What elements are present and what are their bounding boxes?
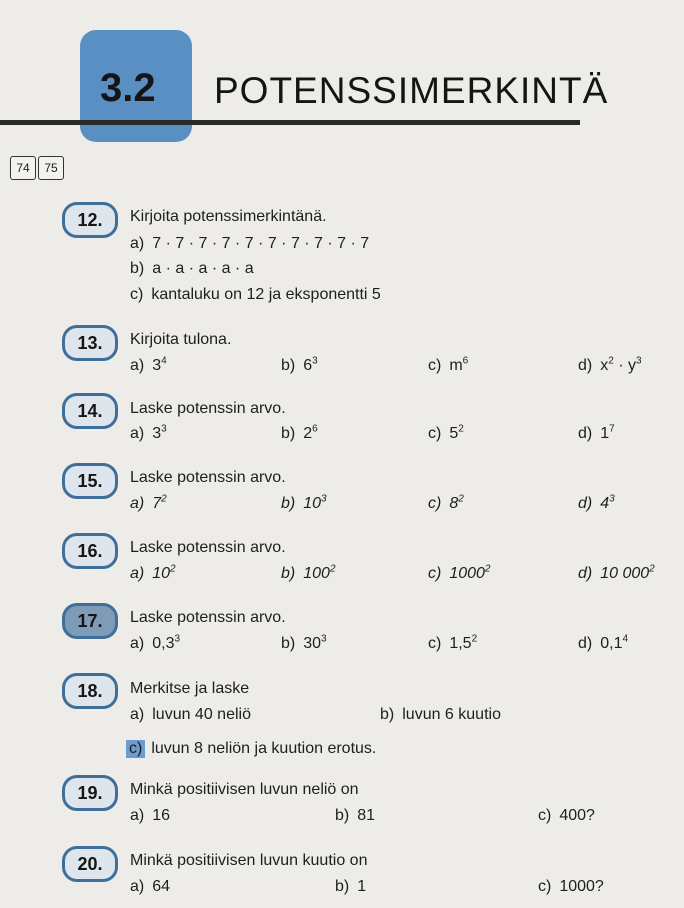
power-exponent: 7 [609,423,615,435]
power-base: 0,3 [152,635,175,652]
exercise-13-b [281,357,318,375]
page-reference-tabs [10,156,66,180]
power-base: 3 [152,357,162,374]
power-base: 3 [152,425,162,442]
item-text: luvun 6 kuutio [402,706,501,723]
exercise-14-b [281,425,318,443]
power-base: 30 [303,635,322,652]
exercise-15-number: 15. [62,463,118,499]
item-label: a) [130,495,145,512]
page-ref-tab: 75 [38,156,64,180]
power-exponent: 3 [161,423,167,435]
exercise-16-number: 16. [62,533,118,569]
power-exponent: 2 [471,633,478,645]
power-base: 1 [600,425,610,442]
item-label: b) [281,357,296,374]
power-exponent: 4 [161,355,167,367]
item-text: luvun 40 neliö [152,706,251,723]
exercise-13-a [130,357,167,375]
power-exponent: 3 [312,355,318,367]
exercise-12-prompt: Kirjoita potenssimerkintänä. [130,208,327,225]
power-base: 8 [449,495,459,512]
power-base: 5 [449,425,459,442]
item-label: b) [281,495,296,512]
item-label: a) [130,878,145,895]
exercise-16-a [130,565,176,583]
item-label: a) [130,807,145,824]
item-text: 1000? [559,878,604,895]
item-label: d) [578,357,593,374]
item-label: a) [130,635,145,652]
exercise-13-d [578,357,642,375]
item-label: a) [130,235,145,252]
item-text: a · a · a · a · a [152,260,254,277]
exercise-13-number: 13. [62,325,118,361]
multiply-dot: · [613,357,629,374]
item-text: 1 [357,878,367,895]
power-base: x [600,357,609,374]
exercise-16-d [578,565,655,583]
item-label: c) [428,495,442,512]
exercise-12-a [130,235,369,253]
exercise-17-prompt: Laske potenssin arvo. [130,609,286,626]
power-exponent: 2 [161,493,167,505]
item-label: a) [130,706,145,723]
power-exponent: 3 [174,633,181,645]
exercise-14-a [130,425,167,443]
item-label: a) [130,565,145,582]
exercise-13-c [428,357,468,375]
exercise-18-a [130,706,251,724]
power-exponent: 2 [458,493,464,505]
item-label: c) [130,286,144,303]
section-number: 3.2 [100,66,156,110]
item-label: c) [428,357,442,374]
item-label: c) [538,878,552,895]
power-base: 2 [303,425,313,442]
item-text: 400? [559,807,595,824]
section-title: POTENSSIMERKINTÄ [214,70,609,111]
exercise-12-number: 12. [62,202,118,238]
power-base: 100 [303,565,330,582]
item-label: b) [281,565,296,582]
exercise-20-c [538,878,604,896]
power-base: 1,5 [449,635,472,652]
item-label: d) [578,565,593,582]
exercise-14-prompt: Laske potenssin arvo. [130,400,286,417]
exercise-19-b [335,807,375,825]
exercise-20-b [335,878,366,896]
item-text: 7 · 7 · 7 · 7 · 7 · 7 · 7 · 7 · 7 · 7 [152,235,370,252]
power-base: 6 [303,357,313,374]
exercise-17-a [130,635,180,653]
item-text: 64 [152,878,171,895]
exercise-19-number: 19. [62,775,118,811]
exercise-17-number: 17. [62,603,118,639]
item-label: a) [130,357,145,374]
power-exponent: 4 [622,633,629,645]
item-label: c) [428,425,442,442]
item-text: kantaluku on 12 ja eksponentti 5 [151,286,381,303]
power-exponent: 2 [608,355,614,367]
item-label: b) [335,878,350,895]
power-exponent: 2 [458,423,464,435]
exercise-18-c [126,740,376,758]
power-base: 10 000 [600,565,650,582]
exercise-14-d [578,425,615,443]
power-base: m [449,357,463,374]
power-exponent: 2 [484,563,491,575]
exercise-16-b [281,565,336,583]
item-label: b) [281,635,296,652]
exercise-17-d [578,635,628,653]
power-exponent: 2 [649,563,655,575]
power-exponent: 3 [321,493,327,505]
exercise-12-c [130,286,381,304]
exercise-15-prompt: Laske potenssin arvo. [130,469,286,486]
exercise-14-number: 14. [62,393,118,429]
item-text: 16 [152,807,171,824]
item-label: b) [380,706,395,723]
exercise-14-c [428,425,464,443]
highlighted-item-label: c) [126,740,145,758]
item-text: 81 [357,807,376,824]
exercise-16-c [428,565,490,583]
exercise-19-c [538,807,595,825]
item-label: b) [281,425,296,442]
page-ref-tab: 74 [10,156,36,180]
item-label: d) [578,495,593,512]
exercise-18-number: 18. [62,673,118,709]
power-exponent: 2 [170,563,176,575]
title-underline [0,120,580,125]
power-base: 10 [152,565,171,582]
exercise-20-a [130,878,170,896]
item-label: d) [578,425,593,442]
power-exponent: 2 [329,563,336,575]
exercise-15-b [281,495,327,513]
item-text: luvun 8 neliön ja kuution erotus. [151,740,377,757]
exercise-15-c [428,495,464,513]
exercise-20-number: 20. [62,846,118,882]
power-exponent: 3 [636,355,642,367]
power-base: y [628,357,637,374]
exercise-15-a [130,495,167,513]
exercise-18-prompt: Merkitse ja laske [130,680,250,697]
exercise-13-prompt: Kirjoita tulona. [130,331,232,348]
exercise-16-prompt: Laske potenssin arvo. [130,539,286,556]
exercise-19-a [130,807,170,825]
power-base: 10 [303,495,322,512]
exercise-19-prompt: Minkä positiivisen luvun neliö on [130,781,359,798]
exercise-17-c [428,635,477,653]
item-label: b) [130,260,145,277]
exercise-18-b [380,706,501,724]
exercise-12-b [130,260,254,278]
item-label: c) [428,635,442,652]
exercise-17-b [281,635,327,653]
power-exponent: 6 [462,355,469,367]
item-label: c) [428,565,442,582]
item-label: c) [538,807,552,824]
power-exponent: 3 [321,633,327,645]
power-base: 4 [600,495,610,512]
item-label: a) [130,425,145,442]
power-exponent: 3 [609,493,615,505]
exercise-15-d [578,495,615,513]
power-base: 1000 [449,565,485,582]
power-base: 7 [152,495,162,512]
power-base: 0,1 [600,635,623,652]
power-exponent: 6 [312,423,318,435]
item-label: b) [335,807,350,824]
item-label: d) [578,635,593,652]
exercise-20-prompt: Minkä positiivisen luvun kuutio on [130,852,368,869]
